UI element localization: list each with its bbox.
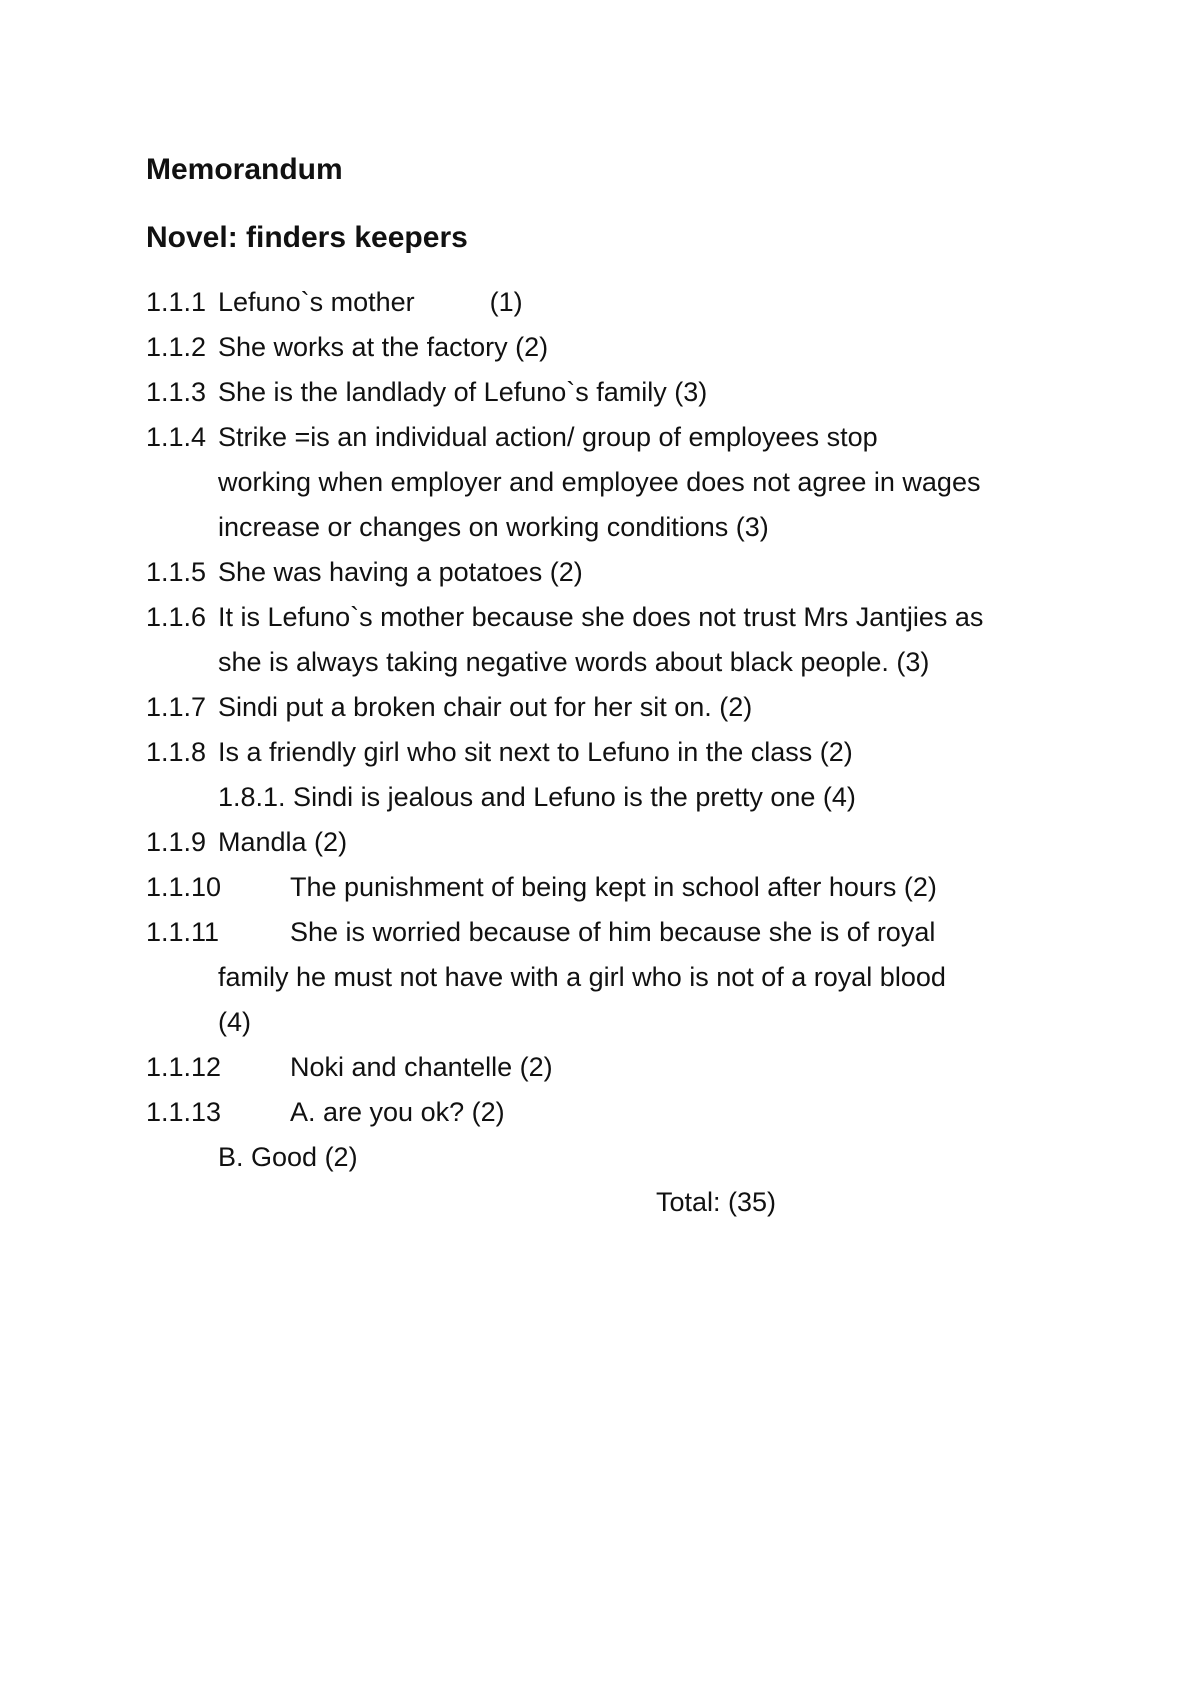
answer-number: 1.1.3 <box>146 377 207 407</box>
answer-number: 1.1.12 <box>146 1052 222 1082</box>
answer-number: 1.1.11 <box>146 917 220 947</box>
answer-1-1-5 <box>146 550 1086 595</box>
answer-number: 1.1.13 <box>146 1097 222 1127</box>
answer-number: 1.1.6 <box>146 602 207 632</box>
total-marks: Total: (35) <box>656 1187 777 1217</box>
answer-number: 1.1.4 <box>146 422 207 452</box>
answer-1-8-1: 1.8.1. Sindi is jealous and Lefuno is the pretty one (4) <box>218 782 856 812</box>
answer-text-line: She is worried because of him because she is of royal <box>290 917 936 947</box>
answer-1-1-12 <box>146 1045 1086 1090</box>
answer-number: 1.1.9 <box>146 827 207 857</box>
answer-1-1-6 <box>146 595 1086 685</box>
answer-text: Is a friendly girl who sit next to Lefuno in the class (2) <box>218 737 853 767</box>
answer-text-line: (4) <box>218 1007 251 1037</box>
answer-text: Mandla (2) <box>218 827 348 857</box>
answer-number: 1.1.2 <box>146 332 207 362</box>
answer-1-1-2 <box>146 325 1086 370</box>
answer-1-1-10 <box>146 865 1086 910</box>
answer-1-1-7 <box>146 685 1086 730</box>
answer-1-1-1 <box>146 280 1086 325</box>
answer-number: 1.1.8 <box>146 737 207 767</box>
answer-1-1-13-b: B. Good (2) <box>218 1142 358 1172</box>
document-title: Memorandum <box>146 153 343 186</box>
answer-1-1-3 <box>146 370 1086 415</box>
answer-text-line: It is Lefuno`s mother because she does not trust Mrs Jantjies as <box>218 602 984 632</box>
answer-text-line: she is always taking negative words about black people. (3) <box>218 647 930 677</box>
answer-text: Noki and chantelle (2) <box>290 1052 553 1082</box>
answer-number: 1.1.5 <box>146 557 207 587</box>
answer-text: Lefuno`s mother <box>218 287 415 317</box>
novel-title: Novel: finders keepers <box>146 221 468 254</box>
answer-number: 1.1.1 <box>146 287 207 317</box>
answer-1-1-9 <box>146 820 1086 865</box>
answer-text: She is the landlady of Lefuno`s family (3) <box>218 377 708 407</box>
answer-number: 1.1.10 <box>146 872 222 902</box>
answer-text-line: working when employer and employee does not agree in wages <box>218 467 981 497</box>
answer-1-1-13 <box>146 1090 1086 1135</box>
answer-1-1-11 <box>146 910 1086 1045</box>
answer-text: Sindi put a broken chair out for her sit on. (2) <box>218 692 753 722</box>
answer-text: She works at the factory (2) <box>218 332 549 362</box>
answer-text: The punishment of being kept in school after hours (2) <box>290 872 937 902</box>
answer-1-1-4 <box>146 415 1086 550</box>
answer-text: She was having a potatoes (2) <box>218 557 583 587</box>
answer-text-line: family he must not have with a girl who is not of a royal blood <box>218 962 946 992</box>
answer-number: 1.1.7 <box>146 692 207 722</box>
answer-text-line: increase or changes on working conditions (3) <box>218 512 769 542</box>
memorandum-body <box>146 150 1086 1225</box>
answer-1-1-8 <box>146 730 1086 775</box>
answer-text: A. are you ok? (2) <box>290 1097 505 1127</box>
answer-mark: (1) <box>489 287 523 317</box>
answer-text-line: Strike =is an individual action/ group of employees stop <box>218 422 878 452</box>
